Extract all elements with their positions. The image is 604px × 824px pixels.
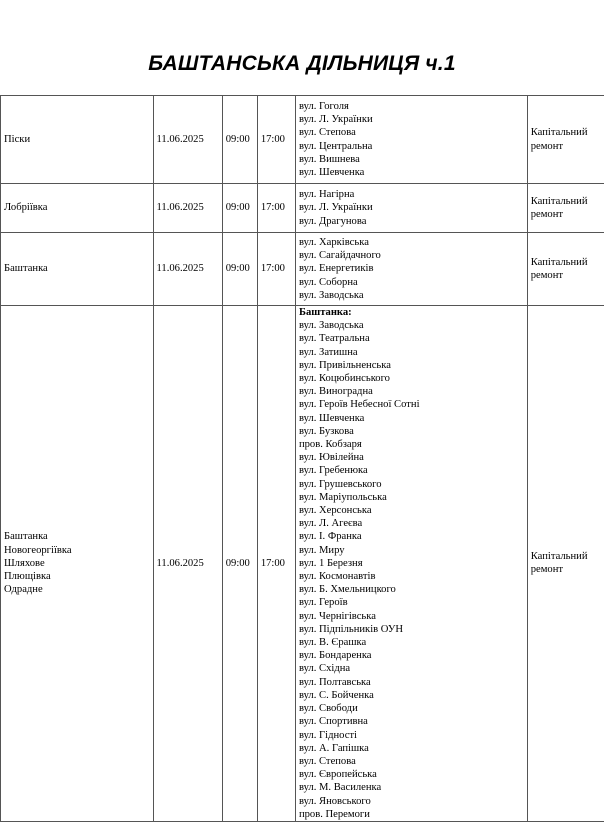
street-name: вул. Шевченка bbox=[298, 166, 365, 178]
schedule-body bbox=[1, 96, 604, 822]
street-name: вул. Європейська bbox=[298, 769, 377, 781]
street-name: вул. Енергетиків bbox=[298, 263, 374, 275]
street-name: вул. Виноградна bbox=[298, 386, 373, 398]
street-name: вул. Л. Українки bbox=[298, 114, 373, 126]
street-name: вул. Маріупольська bbox=[298, 491, 387, 503]
street-name: вул. Грушевського bbox=[298, 478, 382, 490]
street-name: вул. Заводська bbox=[298, 320, 364, 332]
settlement-cell bbox=[1, 233, 154, 306]
street-name: вул. Степова bbox=[298, 127, 356, 139]
date-cell: 11.06.2025 bbox=[153, 233, 222, 306]
settlement-cell bbox=[1, 96, 154, 184]
street-name: вул. Бондаренка bbox=[298, 650, 372, 662]
end-time-cell: 17:00 bbox=[257, 306, 295, 822]
street-name: вул. Спортивна bbox=[298, 716, 368, 728]
street-name: вул. Вишнева bbox=[298, 153, 360, 165]
settlement-name: Баштанка bbox=[4, 531, 48, 543]
settlement-name: Плющівка bbox=[4, 571, 51, 583]
street-name: вул. Гоголя bbox=[298, 100, 349, 112]
start-time-cell: 09:00 bbox=[222, 184, 257, 233]
settlement-name: Новогеоргіївка bbox=[4, 544, 72, 556]
street-name: вул. Чернігівська bbox=[298, 610, 376, 622]
street-name: вул. М. Василенка bbox=[298, 782, 382, 794]
end-time-cell: 17:00 bbox=[257, 96, 295, 184]
settlement-name: Шляхове bbox=[4, 557, 45, 569]
street-name: вул. 1 Березня bbox=[298, 557, 363, 569]
settlement-name: Піски bbox=[4, 133, 31, 145]
street-name: вул. І. Франка bbox=[298, 531, 362, 543]
streets-cell bbox=[295, 96, 527, 184]
street-name: вул. Заводська bbox=[298, 289, 364, 301]
work-type-cell: Капітальний ремонт bbox=[527, 306, 604, 822]
street-name: вул. Ювілейна bbox=[298, 452, 364, 464]
start-time-cell: 09:00 bbox=[222, 233, 257, 306]
street-name: вул. Миру bbox=[298, 544, 345, 556]
street-name: вул. С. Бойченка bbox=[298, 689, 374, 701]
streets-cell bbox=[295, 184, 527, 233]
table-row bbox=[1, 233, 604, 306]
street-name: вул. Яновського bbox=[298, 795, 371, 807]
start-time-cell: 09:00 bbox=[222, 96, 257, 184]
street-name: вул. В. Єрашка bbox=[298, 637, 367, 649]
street-name: вул. Полтавська bbox=[298, 676, 371, 688]
street-name: вул. Центральна bbox=[298, 140, 373, 152]
table-row bbox=[1, 306, 604, 822]
street-name: вул. Сагайдачного bbox=[298, 250, 381, 262]
table-row bbox=[1, 184, 604, 233]
street-name: вул. Шевченка bbox=[298, 412, 365, 424]
streets-cell bbox=[295, 233, 527, 306]
street-name: вул. Л. Українки bbox=[298, 202, 373, 214]
date-cell: 11.06.2025 bbox=[153, 306, 222, 822]
street-name: вул. Театральна bbox=[298, 333, 370, 345]
settlement-name: Лобріївка bbox=[4, 202, 48, 214]
street-name: вул. Л. Агеєва bbox=[298, 518, 363, 530]
street-name: вул. Підпільників ОУН bbox=[298, 623, 404, 635]
end-time-cell: 17:00 bbox=[257, 184, 295, 233]
street-name: вул. Степова bbox=[298, 755, 356, 767]
work-type-cell: Капітальний ремонт bbox=[527, 233, 604, 306]
street-name: вул. Гідності bbox=[298, 729, 357, 741]
street-name: вул. Херсонська bbox=[298, 505, 372, 517]
street-name: вул. Гребенюка bbox=[298, 465, 368, 477]
street-name: вул. Нагірна bbox=[298, 189, 355, 201]
street-name: вул. Драгунова bbox=[298, 215, 367, 227]
street-name: вул. Героїв Небесної Сотні bbox=[298, 399, 420, 411]
street-name: вул. Космонавтів bbox=[298, 571, 376, 583]
street-name: пров. Кобзаря bbox=[298, 439, 362, 451]
streets-cell bbox=[295, 306, 527, 822]
outage-schedule-table bbox=[0, 95, 604, 822]
street-name: вул. Затишна bbox=[298, 346, 358, 358]
settlement-cell bbox=[1, 184, 154, 233]
street-name: вул. Б. Хмельницкого bbox=[298, 584, 396, 596]
street-name: вул. Привільненська bbox=[298, 359, 391, 371]
settlement-cell bbox=[1, 306, 154, 822]
date-cell: 11.06.2025 bbox=[153, 184, 222, 233]
street-name: вул. А. Гапішка bbox=[298, 742, 369, 754]
street-name: вул. Соборна bbox=[298, 276, 358, 288]
street-name: вул. Бузкова bbox=[298, 425, 354, 437]
table-row bbox=[1, 96, 604, 184]
end-time-cell: 17:00 bbox=[257, 233, 295, 306]
settlement-name: Баштанка bbox=[4, 263, 48, 275]
streets-heading: Баштанка: bbox=[298, 307, 352, 318]
work-type-cell: Капітальний ремонт bbox=[527, 96, 604, 184]
street-name: вул. Харківська bbox=[298, 236, 369, 248]
street-name: вул. Героїв bbox=[298, 597, 348, 609]
work-type-cell: Капітальний ремонт bbox=[527, 184, 604, 233]
start-time-cell: 09:00 bbox=[222, 306, 257, 822]
street-name: вул. Свободи bbox=[298, 703, 358, 715]
street-name: вул. Східна bbox=[298, 663, 351, 675]
page-title: БАШТАНСЬКА ДІЛЬНИЦЯ ч.1 bbox=[148, 52, 456, 75]
street-name: вул. Коцюбинського bbox=[298, 373, 390, 385]
street-name: пров. Перемоги bbox=[298, 808, 370, 820]
settlement-name: Одрадне bbox=[4, 584, 43, 596]
date-cell: 11.06.2025 bbox=[153, 96, 222, 184]
